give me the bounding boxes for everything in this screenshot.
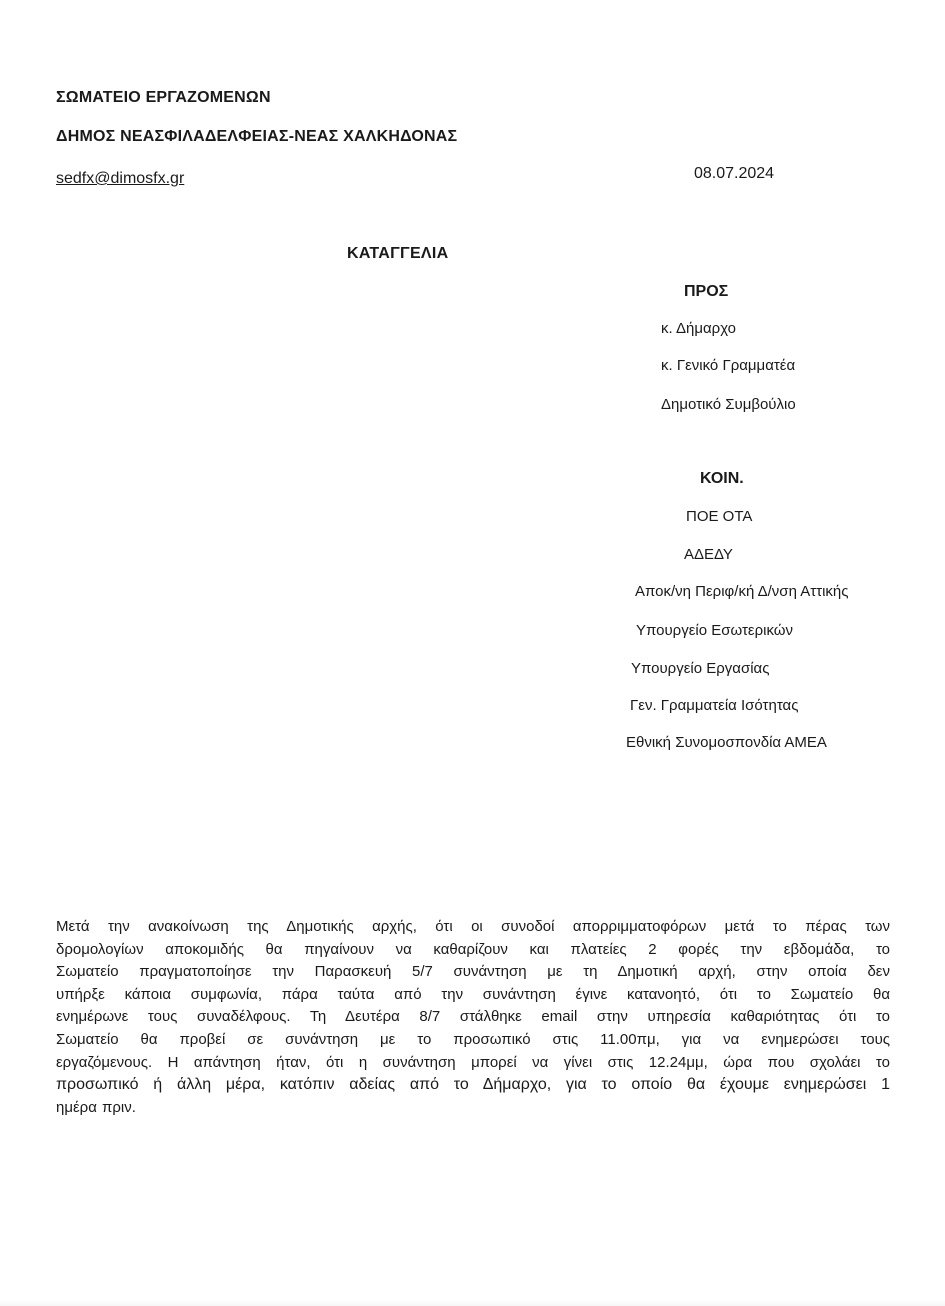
cc-item-adedy: ΑΔΕΔΥ [684,546,733,563]
body-line: υπήρξε κάποια συμφωνία, πάρα ταύτα από την συνάντηση έγινε κατανοητό, ότι το Σωματείο θα [56,985,890,1003]
cc-item-disability-confederation: Εθνική Συνομοσπονδία ΑΜΕΑ [626,734,827,751]
document-title: ΚΑΤΑΓΓΕΛΙΑ [347,245,449,262]
org-email-link[interactable]: sedfx@dimosfx.gr [56,170,185,187]
body-line: Σωματείο θα προβεί σε συνάντηση με το προσωπικό στις 11.00πμ, για να ενημερώσει τους [56,1030,890,1048]
body-line: προσωπικό ή άλλη μέρα, κατόπιν αδείας από το Δήμαρχο, για το οποίο θα έχουμε ενημερώσει 1 [56,1076,890,1094]
cc-item-ministry-interior: Υπουργείο Εσωτερικών [636,622,794,639]
cc-item-ministry-labour: Υπουργείο Εργασίας [631,660,770,677]
cc-item-equality-secretariat: Γεν. Γραμματεία Ισότητας [630,697,799,714]
document-date: 08.07.2024 [694,165,775,182]
page-bottom-edge [0,1300,945,1306]
recipient-mayor: κ. Δήμαρχο [661,320,737,337]
complaint-body [56,916,890,1119]
body-line: εργαζόμενους. Η απάντηση ήταν, ότι η συνάντηση μπορεί να γίνει στις 12.24μμ, ώρα που σχολάει το [56,1053,890,1071]
body-line: δρομολογίων αποκομιδής θα πηγαίνουν να καθαρίζουν και πλατείες 2 φορές την εβδομάδα, το [56,940,890,958]
cc-item-decentralized-admin: Αποκ/νη Περιφ/κή Δ/νση Αττικής [635,583,849,600]
body-line: Σωματείο πραγματοποίησε την Παρασκευή 5/7 συνάντηση με τη Δημοτική αρχή, στην οποία δεν [56,963,890,981]
org-name-line1: ΣΩΜΑΤΕΙΟ ΕΡΓΑΖΟΜΕΝΩΝ [56,89,271,106]
recipient-secretary-general: κ. Γενικό Γραμματέα [661,357,796,374]
cc-label: ΚΟΙΝ. [700,470,744,487]
recipient-municipal-council: Δημοτικό Συμβούλιο [661,396,796,413]
org-name-line2: ΔΗΜΟΣ ΝΕΑΣΦΙΛΑΔΕΛΦΕΙΑΣ-ΝΕΑΣ ΧΑΛΚΗΔΟΝΑΣ [56,128,458,145]
cc-item-poe-ota: ΠΟΕ ΟΤΑ [686,508,753,525]
body-line: Μετά την ανακοίνωση της Δημοτικής αρχής, ότι οι συνοδοί απορριμματοφόρων μετά το πέρας των [56,918,890,935]
body-line: ημέρα πριν. [56,1098,136,1116]
to-label: ΠΡΟΣ [684,283,729,300]
body-line: ενημέρωνε τους συναδέλφους. Τη Δευτέρα 8/7 στάλθηκε email στην υπηρεσία καθαριότητας ότι το [56,1008,890,1026]
